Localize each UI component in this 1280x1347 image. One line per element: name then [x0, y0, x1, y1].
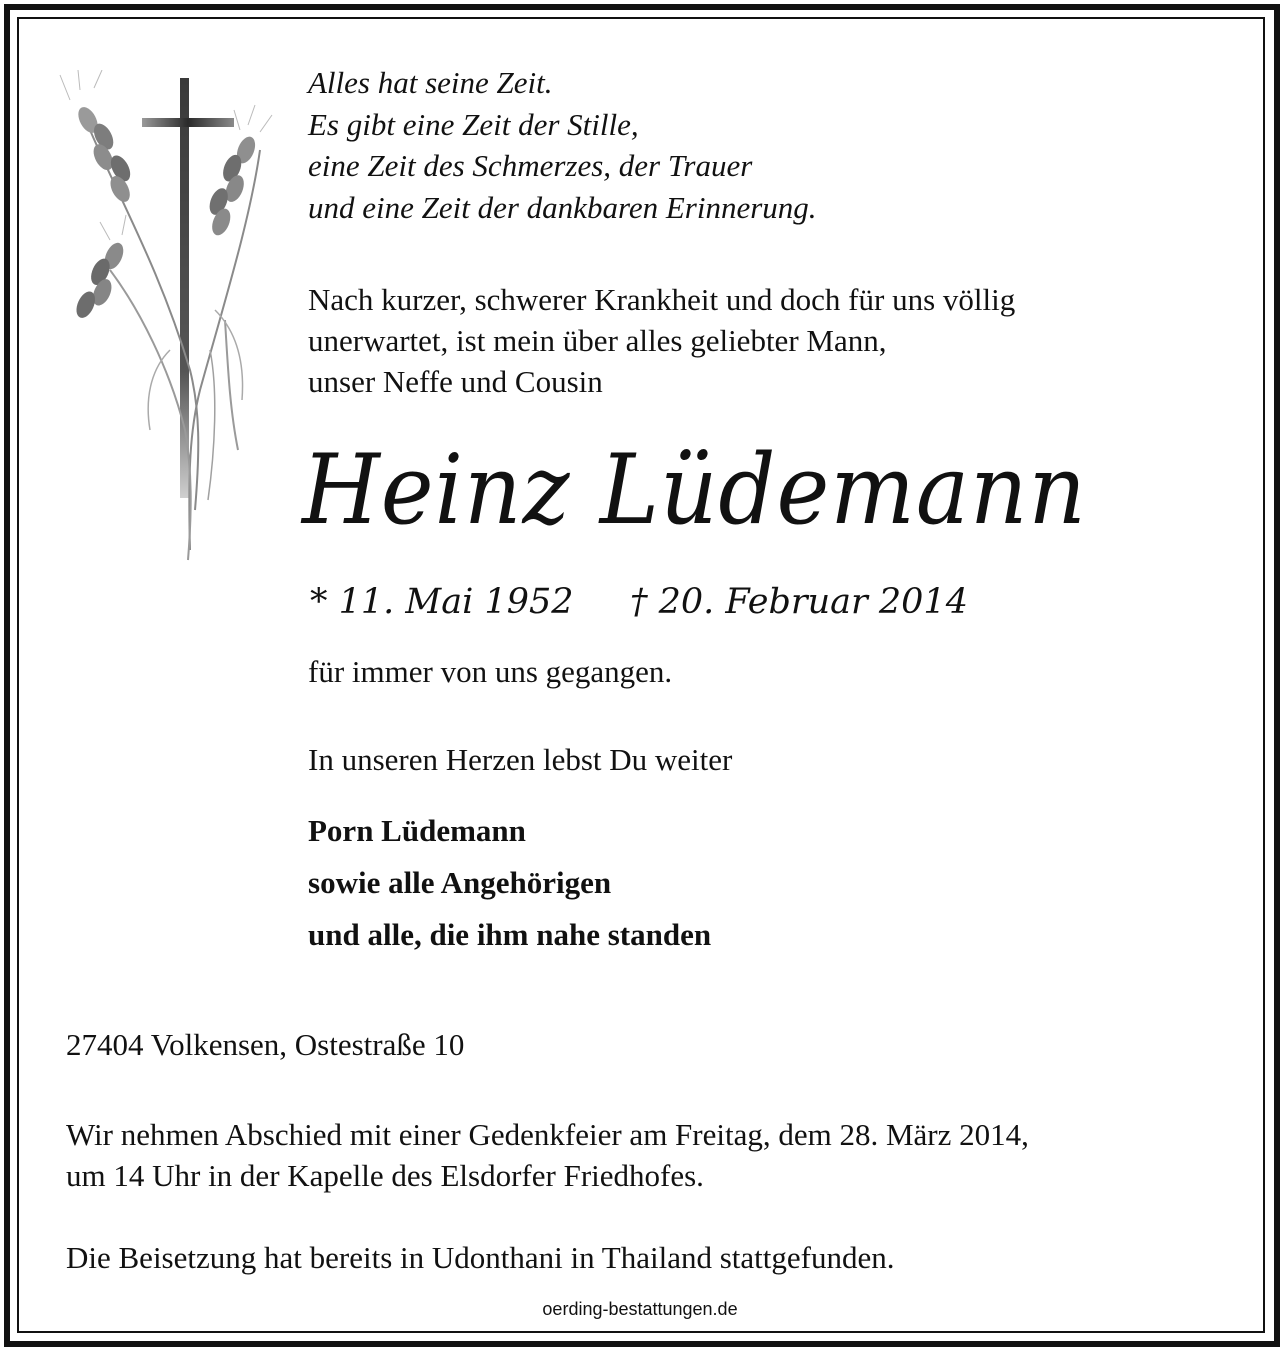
- mourner-line: sowie alle Angehörigen: [308, 865, 612, 900]
- motto-line: Alles hat seine Zeit.: [308, 65, 553, 100]
- intro-line: Nach kurzer, schwerer Krankheit und doch für uns völlig: [308, 282, 1016, 317]
- motto-poem: [308, 62, 817, 228]
- life-dates: [310, 578, 968, 626]
- mourner-line: Porn Lüdemann: [308, 813, 526, 848]
- ceremony-line: Wir nehmen Abschied mit einer Gedenkfeier am Freitag, dem 28. März 2014,: [66, 1117, 1029, 1152]
- intro-line: unser Neffe und Cousin: [308, 364, 603, 399]
- intro-line: unerwartet, ist mein über alles geliebter Mann,: [308, 323, 887, 358]
- remembrance-text: In unseren Herzen lebst Du weiter: [308, 742, 733, 777]
- burial-info: Die Beisetzung hat bereits in Udonthani in Thailand stattgefunden.: [66, 1240, 895, 1275]
- ceremony-line: um 14 Uhr in der Kapelle des Elsdorfer Friedhofes.: [66, 1158, 704, 1193]
- motto-line: und eine Zeit der dankbaren Erinnerung.: [308, 189, 817, 225]
- cross-with-wheat-icon: [50, 70, 280, 570]
- announcement-intro: [308, 279, 1015, 402]
- mourner-line: und alle, die ihm nahe standen: [308, 917, 712, 952]
- death-date: † 20. Februar 2014: [630, 582, 968, 622]
- memorial-ceremony-info: [66, 1114, 1029, 1196]
- motto-line: Es gibt eine Zeit der Stille,: [308, 106, 639, 142]
- birth-date: * 11. Mai 1952: [310, 582, 574, 622]
- passed-away-text: für immer von uns gegangen.: [308, 654, 673, 689]
- deceased-name: Heinz Lüdemann: [302, 434, 1087, 546]
- address: 27404 Volkensen, Ostestraße 10: [66, 1027, 465, 1062]
- mourners-list: [308, 805, 711, 961]
- motto-line: eine Zeit des Schmerzes, der Trauer: [308, 148, 753, 183]
- funeral-home-footer: oerding-bestattungen.de: [542, 1299, 738, 1319]
